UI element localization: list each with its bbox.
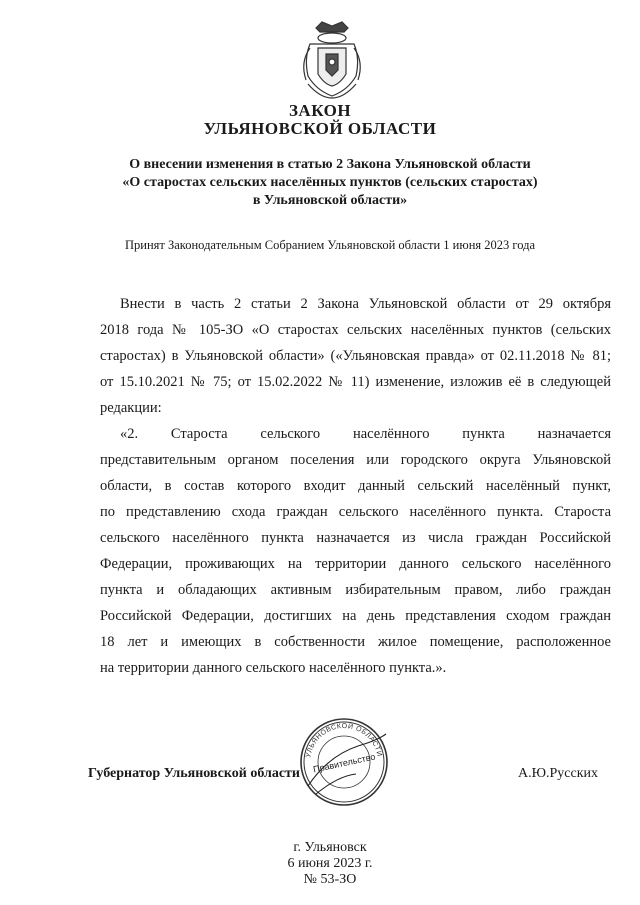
body-line: редакции:	[100, 400, 162, 416]
law-title-line1: ЗАКОН	[288, 101, 352, 120]
body-line: Российской Федерации, достигших на день представления сходом граждан	[100, 608, 611, 624]
official-seal-stamp	[298, 716, 390, 808]
body-line: по представлению схода граждан сельского населённого пункта. Староста	[100, 504, 611, 520]
body-line: сельского населённого пункта назначается из числа граждан Российской	[100, 530, 611, 546]
body-line: от 15.10.2021 № 75; от 15.02.2022 № 11) изменение, изложив её в следующей	[100, 374, 611, 390]
body-line: области, в состав которого входит данный сельский населённый пункт,	[100, 478, 611, 494]
body-line: 18 лет и имеющих в собственности жилое помещение, расположенное	[100, 634, 611, 650]
law-subject-line3: в Ульяновской области»	[252, 193, 408, 208]
law-subject-line2: «О старостах сельских населённых пунктов (сельских старостах)	[122, 175, 538, 190]
body-line: представительным органом поселения или городского округа Ульяновской	[100, 452, 611, 468]
law-title-line2: УЛЬЯНОВСКОЙ ОБЛАСТИ	[203, 119, 437, 138]
body-line: пункта и обладающих активным избирательным правом, либо граждан	[100, 582, 611, 598]
signing-date: 6 июня 2023 г.	[287, 856, 373, 871]
body-line: 2018 года № 105-ЗО «О старостах сельских населённых пунктов (сельских	[100, 322, 611, 338]
coat-of-arms-emblem	[296, 18, 368, 100]
svg-text:Правительство: Правительство	[312, 751, 377, 775]
body-line: старостах) в Ульяновской области» («Ульяновская правда» от 02.11.2018 № 81;	[100, 348, 611, 364]
law-number: № 53-ЗО	[303, 872, 357, 887]
body-line: Внести в часть 2 статьи 2 Закона Ульяновской области от 29 октября	[120, 296, 611, 312]
place-of-signing: г. Ульяновск	[293, 840, 367, 855]
adoption-note: Принят Законодательным Собранием Ульяновской области 1 июня 2023 года	[125, 238, 535, 252]
signatory-title: Губернатор Ульяновской области	[88, 766, 300, 781]
signatory-name: А.Ю.Русских	[518, 766, 599, 781]
svg-text:УЛЬЯНОВСКОЙ ОБЛАСТИ: УЛЬЯНОВСКОЙ ОБЛАСТИ	[305, 722, 383, 759]
body-line: «2. Староста сельского населённого пункта назначается	[120, 426, 611, 442]
law-subject-line1: О внесении изменения в статью 2 Закона Ульяновской области	[129, 157, 531, 172]
body-line: на территории данного сельского населённого пункта.».	[100, 660, 447, 676]
body-line: Федерации, проживающих на территории данного сельского населённого	[100, 556, 611, 572]
